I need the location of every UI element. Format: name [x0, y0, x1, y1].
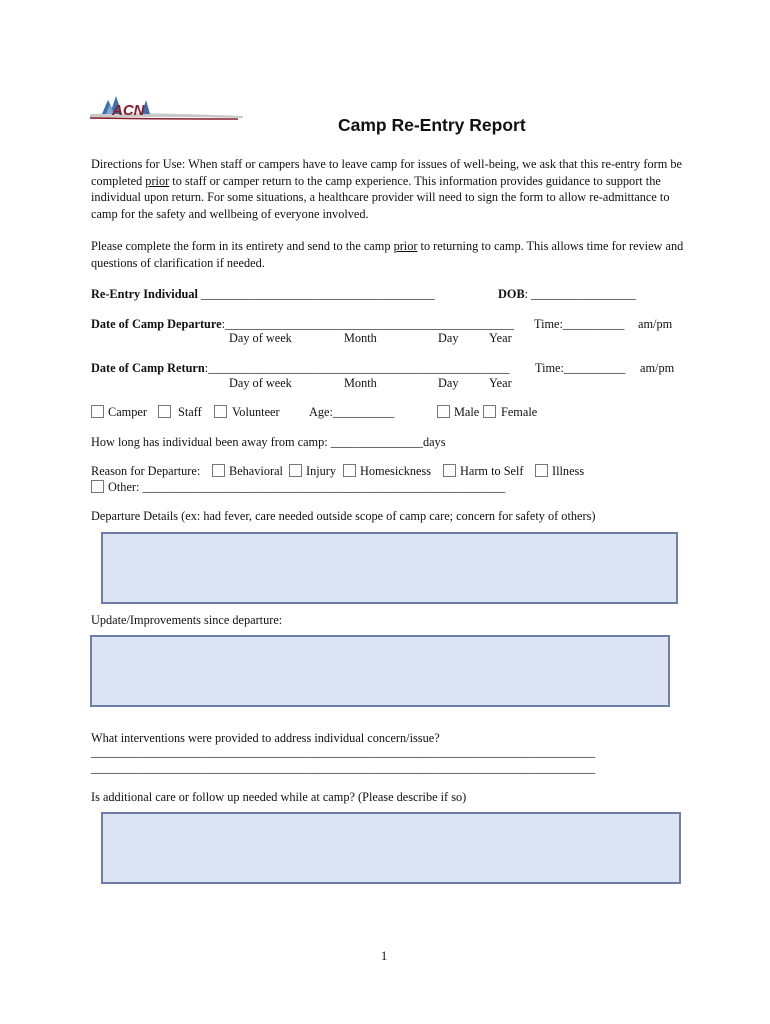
return-time-field[interactable]: Time:__________	[535, 361, 626, 375]
other-field[interactable]: Other: ___________________________________________________________	[108, 480, 506, 494]
reentry-individual-field[interactable]: Re-Entry Individual ______________________________________	[91, 287, 435, 301]
departure-time-field[interactable]: Time:__________	[534, 317, 625, 331]
camper-label: Camper	[108, 405, 147, 419]
departure-date-field[interactable]: Date of Camp Departure:_______________________________________________	[91, 317, 514, 331]
interventions-line-1[interactable]: __________________________________________________________________________________	[91, 745, 596, 759]
illness-checkbox[interactable]	[535, 464, 548, 477]
homesickness-checkbox[interactable]	[343, 464, 356, 477]
return-ampm: am/pm	[640, 361, 675, 375]
updates-label: Update/Improvements since departure:	[91, 613, 283, 627]
behavioral-label: Behavioral	[229, 464, 283, 478]
dob-field[interactable]: DOB: _________________	[498, 287, 636, 301]
male-checkbox[interactable]	[437, 405, 450, 418]
return-month-label: Month	[344, 376, 377, 390]
additional-care-label: Is additional care or follow up needed while at camp? (Please describe if so)	[91, 790, 467, 804]
other-checkbox[interactable]	[91, 480, 104, 493]
age-field[interactable]: Age:__________	[309, 405, 395, 419]
departure-year-label: Year	[489, 331, 512, 345]
return-date-field[interactable]: Date of Camp Return:_________________________________________________	[91, 361, 510, 375]
staff-checkbox[interactable]	[158, 405, 171, 418]
departure-details-label: Departure Details (ex: had fever, care needed outside scope of camp care; concern for safety of others)	[91, 509, 596, 523]
instructions-paragraph: Please complete the form in its entirety and send to the camp prior to returning to camp. This allows time for review and questions of clarification if needed.	[91, 239, 684, 270]
female-checkbox[interactable]	[483, 405, 496, 418]
logo-text: ACN	[112, 102, 145, 119]
acn-logo	[88, 92, 248, 128]
departure-day-label: Day	[438, 331, 459, 345]
interventions-label: What interventions were provided to address individual concern/issue?	[91, 731, 440, 745]
departure-day-of-week-label: Day of week	[229, 331, 292, 345]
interventions-line-2[interactable]: __________________________________________________________________________________	[91, 761, 596, 775]
behavioral-checkbox[interactable]	[212, 464, 225, 477]
updates-box[interactable]	[90, 635, 670, 707]
reason-label: Reason for Departure:	[91, 464, 201, 478]
injury-checkbox[interactable]	[289, 464, 302, 477]
volunteer-label: Volunteer	[232, 405, 280, 419]
return-day-label: Day	[438, 376, 459, 390]
illness-label: Illness	[552, 464, 585, 478]
return-day-of-week-label: Day of week	[229, 376, 292, 390]
harm-to-self-checkbox[interactable]	[443, 464, 456, 477]
return-year-label: Year	[489, 376, 512, 390]
male-label: Male	[454, 405, 480, 419]
departure-details-box[interactable]	[101, 532, 678, 604]
departure-month-label: Month	[344, 331, 377, 345]
directions-paragraph: Directions for Use: When staff or campers have to leave camp for issues of well-being, we ask that this re-entry form be completed prior to staff or camper return to the camp experience. This information provides guidance to support the individual upon return. For some situations, a healthcare provider will need to sign the form to allow re-admittance to camp for the safety and wellbeing of everyone involved.	[91, 157, 682, 221]
volunteer-checkbox[interactable]	[214, 405, 227, 418]
female-label: Female	[501, 405, 538, 419]
time-away-field[interactable]: How long has individual been away from camp: _______________days	[91, 435, 446, 449]
departure-ampm: am/pm	[638, 317, 673, 331]
page-number: 1	[381, 949, 388, 963]
staff-label: Staff	[178, 405, 202, 419]
additional-care-box[interactable]	[101, 812, 681, 884]
camper-checkbox[interactable]	[91, 405, 104, 418]
page-title: Camp Re-Entry Report	[338, 115, 526, 135]
injury-label: Injury	[306, 464, 337, 478]
homesickness-label: Homesickness	[360, 464, 432, 478]
harm-to-self-label: Harm to Self	[460, 464, 524, 478]
